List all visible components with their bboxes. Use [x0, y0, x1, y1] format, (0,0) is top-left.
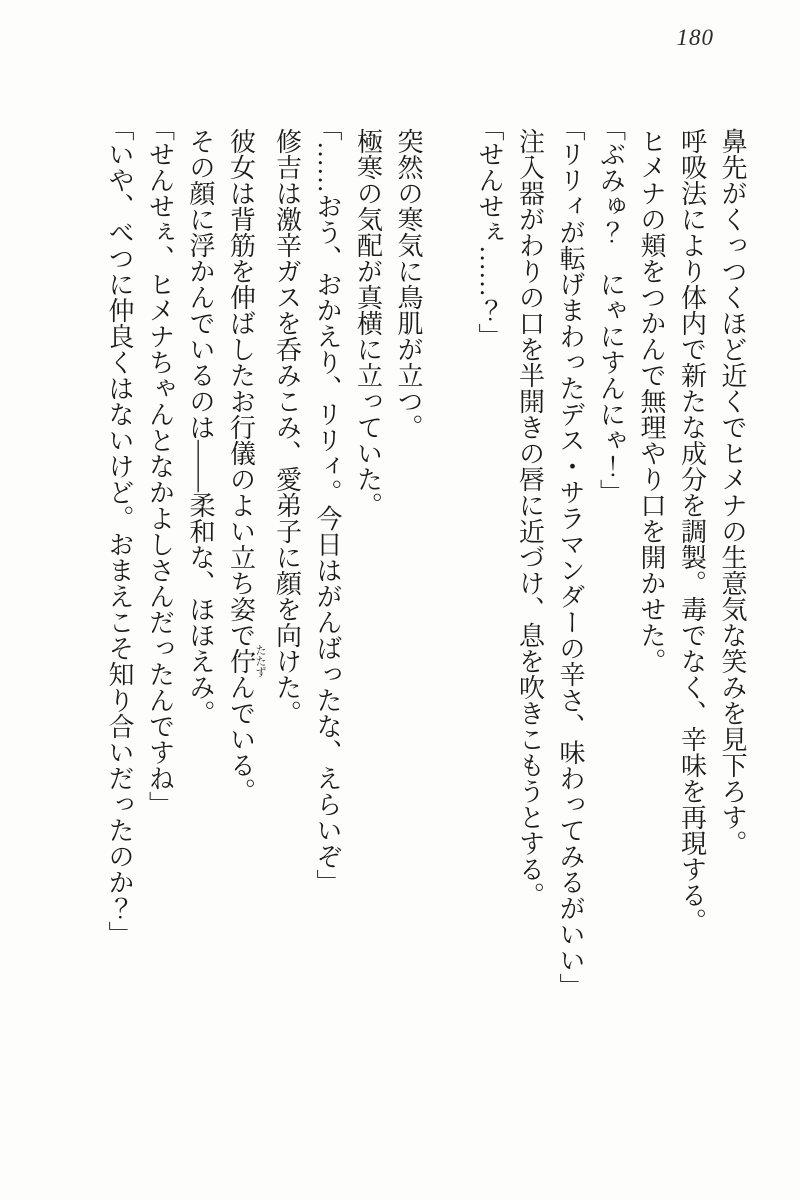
text-line-14: その顔に浮かんでいるのは――柔和な、ほほえみ。: [186, 128, 215, 726]
vertical-text-block: [99, 115, 753, 1024]
text-line-13: [220, 128, 266, 1024]
ruby-post-text: んでいる。: [226, 674, 256, 804]
text-line-3: ヒメナの頬をつかんで無理やり口を開かせた。: [637, 128, 666, 674]
page-number: 180: [676, 25, 714, 50]
ruby-furigana: たたず: [254, 644, 266, 678]
text-line-10: 極寒の気配が真横に立っていた。: [353, 128, 383, 518]
text-line-15: 「せんせぇ、ヒメナちゃんとなかよしさんだったんですね」: [145, 115, 175, 817]
text-line-4: 「ぶみゅ？ にゃにすんにゃ！」: [596, 115, 626, 505]
text-line-11: 「……おう、おかえり、リリィ。今日はがんばったな、えらいぞ」: [313, 115, 342, 895]
text-line-12: 修吉は激辛ガスを呑みこみ、愛弟子に顔を向けた。: [272, 128, 302, 726]
text-line-1: 鼻先がくっつくほど近くでヒメナの生意気な笑みを見下ろす。: [718, 128, 747, 856]
text-line-7: 「せんせぇ……？」: [475, 115, 504, 349]
blank-line: [428, 128, 469, 1024]
text-line-6: 注入器がわりの口を半開きの唇に近づけ、息を吹きこもうとする。: [515, 128, 545, 908]
ruby-annotated-word: [226, 644, 266, 678]
text-line-16: 「いや、べつに仲良くはないけど。おまえこそ知り合いだったのか？」: [105, 115, 134, 947]
text-line-5: 「リリィが転げまわったデス・サラマンダーの辛さ、味わってみるがいい」: [556, 115, 585, 999]
ruby-pre-text: 彼女は背筋を伸ばしたお行儀のよい立ち姿で: [226, 128, 256, 648]
text-line-2: 呼吸法により体内で新たな成分を調製。毒でなく、辛味を再現する。: [677, 128, 707, 934]
ruby-base: 佇: [226, 644, 256, 678]
text-line-9: 突然の寒気に鳥肌が立つ。: [394, 128, 423, 440]
